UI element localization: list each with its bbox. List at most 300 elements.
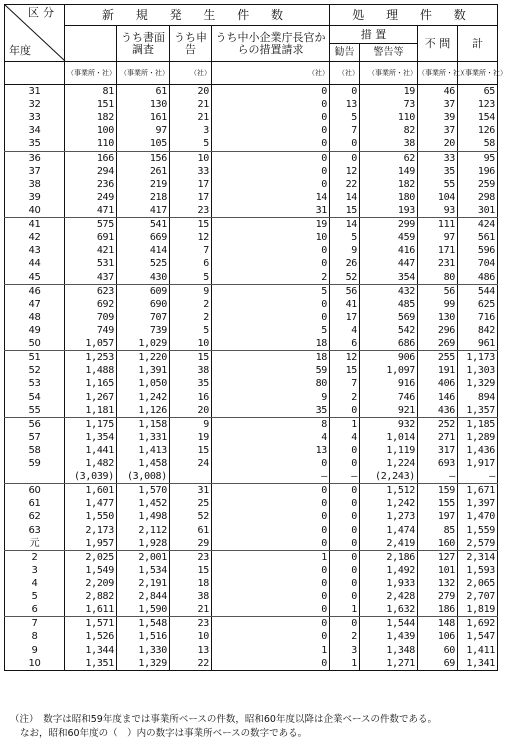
warning-cell: 459 xyxy=(360,231,418,244)
advice-cell: 0 xyxy=(330,484,360,498)
no-action-cell: 406 xyxy=(418,377,458,390)
new-total-cell: 471 xyxy=(65,204,117,218)
no-action-cell: 148 xyxy=(418,617,458,631)
report-cell: 12 xyxy=(170,231,212,244)
unit-cell xyxy=(170,62,212,85)
advice-cell: 5 xyxy=(330,231,360,244)
total-cell: 1,593 xyxy=(458,564,498,577)
year-cell: 元 xyxy=(5,537,65,551)
new-total-cell: 531 xyxy=(65,257,117,270)
sme-request-cell: 0 xyxy=(212,510,330,523)
table-row xyxy=(5,151,498,165)
year-cell: 43 xyxy=(5,244,65,257)
no-action-cell: 37 xyxy=(418,124,458,137)
table-body xyxy=(5,85,498,671)
total-cell: 154 xyxy=(458,111,498,124)
corner-label-category: 区分 xyxy=(28,6,58,19)
warning-cell: 1,512 xyxy=(360,484,418,498)
total-cell: 1,289 xyxy=(458,431,498,444)
table-row xyxy=(5,364,498,377)
advice-cell: 52 xyxy=(330,271,360,285)
report-cell: 52 xyxy=(170,510,212,523)
paper-survey-cell: 690 xyxy=(117,298,170,311)
total-cell: 126 xyxy=(458,124,498,137)
paper-survey-cell: 1,570 xyxy=(117,484,170,498)
header-corner-cell xyxy=(5,5,65,62)
header-warning: 警告等 xyxy=(360,44,418,62)
sme-request-cell: 13 xyxy=(212,444,330,457)
paper-survey-cell: 1,590 xyxy=(117,603,170,617)
advice-cell: 0 xyxy=(330,137,360,151)
new-total-cell: 1,601 xyxy=(65,484,117,498)
no-action-cell: 171 xyxy=(418,244,458,257)
no-action-cell: 271 xyxy=(418,431,458,444)
advice-cell: 14 xyxy=(330,191,360,204)
no-action-cell: 60 xyxy=(418,643,458,656)
warning-cell: 1,933 xyxy=(360,577,418,590)
no-action-cell: 80 xyxy=(418,271,458,285)
report-cell: 15 xyxy=(170,351,212,365)
warning-cell: 1,242 xyxy=(360,497,418,510)
year-cell: 55 xyxy=(5,404,65,418)
header-sme-request: うち中小企業庁長官からの措置請求 xyxy=(212,26,330,62)
no-action-cell: 127 xyxy=(418,550,458,564)
no-action-cell: 155 xyxy=(418,497,458,510)
warning-cell: 746 xyxy=(360,391,418,404)
sme-request-cell: 0 xyxy=(212,244,330,257)
total-cell: 716 xyxy=(458,311,498,324)
new-total-cell: 421 xyxy=(65,244,117,257)
unit-label: （事業所・社） xyxy=(120,69,169,77)
total-cell: 1,692 xyxy=(458,617,498,631)
warning-cell: 1,492 xyxy=(360,564,418,577)
paper-survey-cell: 1,391 xyxy=(117,364,170,377)
year-cell: 10 xyxy=(5,657,65,671)
total-cell: 95 xyxy=(458,151,498,165)
warning-cell: 1,097 xyxy=(360,364,418,377)
paper-survey-cell: 2,844 xyxy=(117,590,170,603)
sme-request-cell: 0 xyxy=(212,577,330,590)
table-row xyxy=(5,590,498,603)
report-cell: 15 xyxy=(170,444,212,457)
year-cell: 34 xyxy=(5,124,65,137)
paper-survey-cell: (3,008) xyxy=(117,470,170,484)
advice-cell: 0 xyxy=(330,617,360,631)
total-cell: 298 xyxy=(458,191,498,204)
advice-cell: 5 xyxy=(330,111,360,124)
new-total-cell: 81 xyxy=(65,85,117,99)
sme-request-cell: 35 xyxy=(212,404,330,418)
year-cell: 54 xyxy=(5,391,65,404)
report-cell xyxy=(170,470,212,484)
sme-request-cell: 59 xyxy=(212,364,330,377)
warning-cell: 542 xyxy=(360,324,418,337)
table-row xyxy=(5,431,498,444)
report-cell: 5 xyxy=(170,271,212,285)
paper-survey-cell: 1,220 xyxy=(117,351,170,365)
total-cell: 894 xyxy=(458,391,498,404)
sme-request-cell: 0 xyxy=(212,98,330,111)
warning-cell: 299 xyxy=(360,218,418,232)
header-blank xyxy=(65,26,117,62)
header-report: うち申告 xyxy=(170,26,212,62)
warning-cell: 149 xyxy=(360,165,418,178)
report-cell: 25 xyxy=(170,497,212,510)
table-row xyxy=(5,351,498,365)
new-total-cell: 1,267 xyxy=(65,391,117,404)
new-total-cell: 294 xyxy=(65,165,117,178)
warning-cell: 485 xyxy=(360,298,418,311)
sme-request-cell: 0 xyxy=(212,457,330,470)
table-row xyxy=(5,165,498,178)
total-cell: 596 xyxy=(458,244,498,257)
report-cell: 7 xyxy=(170,244,212,257)
paper-survey-cell: 61 xyxy=(117,85,170,99)
report-cell: 20 xyxy=(170,404,212,418)
paper-survey-cell: 2,191 xyxy=(117,577,170,590)
unit-cell xyxy=(418,62,468,85)
advice-cell: 26 xyxy=(330,257,360,270)
table-row xyxy=(5,204,498,218)
total-cell: 1,329 xyxy=(458,377,498,390)
no-action-cell: 436 xyxy=(418,404,458,418)
advice-cell: 56 xyxy=(330,284,360,298)
total-cell: 2,314 xyxy=(458,550,498,564)
sme-request-cell: 0 xyxy=(212,617,330,631)
no-action-cell: 317 xyxy=(418,444,458,457)
table-row xyxy=(5,550,498,564)
sme-request-cell: 9 xyxy=(212,391,330,404)
warning-cell: 416 xyxy=(360,244,418,257)
total-cell: 424 xyxy=(458,218,498,232)
no-action-cell: — xyxy=(418,470,458,484)
total-cell: 1,671 xyxy=(458,484,498,498)
new-total-cell: 709 xyxy=(65,311,117,324)
table-row xyxy=(5,497,498,510)
no-action-cell: 37 xyxy=(418,98,458,111)
advice-cell: 41 xyxy=(330,298,360,311)
table-row xyxy=(5,324,498,337)
paper-survey-cell: 1,413 xyxy=(117,444,170,457)
advice-cell: 14 xyxy=(330,218,360,232)
paper-survey-cell: 1,050 xyxy=(117,377,170,390)
paper-survey-cell: 97 xyxy=(117,124,170,137)
advice-cell: 0 xyxy=(330,510,360,523)
footnote-line: なお，昭和60年度の（ ）内の数字は事業所ベースの数字である。 xyxy=(20,728,308,739)
year-cell: 60 xyxy=(5,484,65,498)
warning-cell: 193 xyxy=(360,204,418,218)
new-total-cell: 1,488 xyxy=(65,364,117,377)
unit-label: （事業所・社） xyxy=(368,69,418,77)
total-cell: 961 xyxy=(458,337,498,351)
new-total-cell: 1,957 xyxy=(65,537,117,551)
table-row xyxy=(5,564,498,577)
paper-survey-cell: 739 xyxy=(117,324,170,337)
table-row xyxy=(5,377,498,390)
no-action-cell: 231 xyxy=(418,257,458,270)
table-row xyxy=(5,311,498,324)
table-row xyxy=(5,244,498,257)
advice-cell: 15 xyxy=(330,204,360,218)
sme-request-cell: 2 xyxy=(212,271,330,285)
new-total-cell: 166 xyxy=(65,151,117,165)
new-total-cell: 2,025 xyxy=(65,550,117,564)
sme-request-cell: 80 xyxy=(212,377,330,390)
header-paper-survey: うち書面調査 xyxy=(117,26,170,62)
warning-cell: 2,428 xyxy=(360,590,418,603)
total-cell: 561 xyxy=(458,231,498,244)
advice-cell: 1 xyxy=(330,417,360,431)
paper-survey-cell: 414 xyxy=(117,244,170,257)
advice-cell: 17 xyxy=(330,311,360,324)
header-handled-cases: 処 理 件 数 xyxy=(330,5,498,26)
sme-request-cell: 1 xyxy=(212,550,330,564)
corner-label-year: 年度 xyxy=(9,44,31,57)
report-cell: 35 xyxy=(170,377,212,390)
total-cell: 1,357 xyxy=(458,404,498,418)
no-action-cell: 106 xyxy=(418,630,458,643)
advice-cell: 0 xyxy=(330,404,360,418)
no-action-cell: 186 xyxy=(418,603,458,617)
sme-request-cell: 4 xyxy=(212,431,330,444)
sme-request-cell: 0 xyxy=(212,257,330,270)
warning-cell: 921 xyxy=(360,404,418,418)
advice-cell: 0 xyxy=(330,550,360,564)
report-cell: 5 xyxy=(170,324,212,337)
new-total-cell: 1,611 xyxy=(65,603,117,617)
new-total-cell: 1,344 xyxy=(65,643,117,656)
paper-survey-cell: 1,331 xyxy=(117,431,170,444)
report-cell: 10 xyxy=(170,151,212,165)
paper-survey-cell: 130 xyxy=(117,98,170,111)
table-row xyxy=(5,630,498,643)
report-cell: 17 xyxy=(170,178,212,191)
report-cell: 21 xyxy=(170,98,212,111)
total-cell: 1,547 xyxy=(458,630,498,643)
warning-cell: 1,439 xyxy=(360,630,418,643)
advice-cell: 7 xyxy=(330,377,360,390)
report-cell: 16 xyxy=(170,391,212,404)
unit-cell xyxy=(330,62,360,85)
year-cell: 36 xyxy=(5,151,65,165)
sme-request-cell: — xyxy=(212,470,330,484)
paper-survey-cell: 161 xyxy=(117,111,170,124)
report-cell: 20 xyxy=(170,85,212,99)
year-cell: 51 xyxy=(5,351,65,365)
year-cell: 41 xyxy=(5,218,65,232)
total-cell: 842 xyxy=(458,324,498,337)
table-row xyxy=(5,231,498,244)
sme-request-cell: 0 xyxy=(212,124,330,137)
advice-cell: 0 xyxy=(330,151,360,165)
sme-request-cell: 0 xyxy=(212,630,330,643)
table-row xyxy=(5,404,498,418)
report-cell: 23 xyxy=(170,617,212,631)
advice-cell: 15 xyxy=(330,364,360,377)
advice-cell: 2 xyxy=(330,630,360,643)
report-cell: 61 xyxy=(170,524,212,537)
no-action-cell: 191 xyxy=(418,364,458,377)
total-cell: 1,559 xyxy=(458,524,498,537)
paper-survey-cell: 525 xyxy=(117,257,170,270)
report-cell: 24 xyxy=(170,457,212,470)
sme-request-cell: 18 xyxy=(212,337,330,351)
no-action-cell: 93 xyxy=(418,204,458,218)
no-action-cell: 39 xyxy=(418,111,458,124)
new-total-cell: 236 xyxy=(65,178,117,191)
paper-survey-cell: 2,112 xyxy=(117,524,170,537)
advice-cell: 3 xyxy=(330,643,360,656)
paper-survey-cell: 1,126 xyxy=(117,404,170,418)
warning-cell: 82 xyxy=(360,124,418,137)
no-action-cell: 69 xyxy=(418,657,458,671)
table-row xyxy=(5,484,498,498)
no-action-cell: 693 xyxy=(418,457,458,470)
table-row xyxy=(5,444,498,457)
advice-cell: 0 xyxy=(330,444,360,457)
new-total-cell: 151 xyxy=(65,98,117,111)
year-cell: 3 xyxy=(5,564,65,577)
table-row xyxy=(5,617,498,631)
report-cell: 38 xyxy=(170,590,212,603)
paper-survey-cell: 105 xyxy=(117,137,170,151)
table-row xyxy=(5,191,498,204)
report-cell: 2 xyxy=(170,298,212,311)
paper-survey-cell: 218 xyxy=(117,191,170,204)
new-total-cell: 1,477 xyxy=(65,497,117,510)
warning-cell: 2,186 xyxy=(360,550,418,564)
no-action-cell: 296 xyxy=(418,324,458,337)
warning-cell: 1,014 xyxy=(360,431,418,444)
paper-survey-cell: 1,330 xyxy=(117,643,170,656)
report-cell: 2 xyxy=(170,311,212,324)
total-cell: 1,819 xyxy=(458,603,498,617)
unit-label: （事業所・社） xyxy=(418,69,468,77)
unit-label: （社） xyxy=(338,69,360,77)
total-cell: 196 xyxy=(458,165,498,178)
advice-cell: 1 xyxy=(330,603,360,617)
year-cell: 49 xyxy=(5,324,65,337)
report-cell: 9 xyxy=(170,417,212,431)
warning-cell: 2,419 xyxy=(360,537,418,551)
no-action-cell: 46 xyxy=(418,85,458,99)
footnote xyxy=(10,713,437,741)
total-cell: 301 xyxy=(458,204,498,218)
warning-cell: 354 xyxy=(360,271,418,285)
year-cell: 57 xyxy=(5,431,65,444)
new-total-cell: (3,039) xyxy=(65,470,117,484)
sme-request-cell: 0 xyxy=(212,178,330,191)
table-row xyxy=(5,137,498,151)
no-action-cell: 101 xyxy=(418,564,458,577)
new-total-cell: 1,175 xyxy=(65,417,117,431)
total-cell: 1,917 xyxy=(458,457,498,470)
year-cell: 38 xyxy=(5,178,65,191)
warning-cell: 906 xyxy=(360,351,418,365)
new-total-cell: 1,549 xyxy=(65,564,117,577)
paper-survey-cell: 1,458 xyxy=(117,457,170,470)
report-cell: 13 xyxy=(170,643,212,656)
header-no-action: 不 問 xyxy=(418,26,458,62)
year-cell: 7 xyxy=(5,617,65,631)
no-action-cell: 111 xyxy=(418,218,458,232)
paper-survey-cell: 2,001 xyxy=(117,550,170,564)
advice-cell: 0 xyxy=(330,524,360,537)
table-row xyxy=(5,178,498,191)
sme-request-cell: 0 xyxy=(212,537,330,551)
year-cell: 8 xyxy=(5,630,65,643)
no-action-cell: 197 xyxy=(418,510,458,523)
warning-cell: 62 xyxy=(360,151,418,165)
year-cell: 44 xyxy=(5,257,65,270)
new-total-cell: 2,173 xyxy=(65,524,117,537)
paper-survey-cell: 1,329 xyxy=(117,657,170,671)
new-total-cell: 100 xyxy=(65,124,117,137)
table-row xyxy=(5,111,498,124)
advice-cell: 4 xyxy=(330,431,360,444)
table-row xyxy=(5,524,498,537)
total-cell: 1,411 xyxy=(458,643,498,656)
year-cell xyxy=(5,470,65,484)
advice-cell: 1 xyxy=(330,657,360,671)
sme-request-cell: 0 xyxy=(212,137,330,151)
sme-request-cell: 5 xyxy=(212,284,330,298)
table-row xyxy=(5,85,498,99)
table-row xyxy=(5,391,498,404)
header-new-cases: 新 規 発 生 件 数 xyxy=(65,5,330,26)
year-cell: 62 xyxy=(5,510,65,523)
report-cell: 9 xyxy=(170,284,212,298)
table-row xyxy=(5,457,498,470)
report-cell: 17 xyxy=(170,191,212,204)
warning-cell: 1,632 xyxy=(360,603,418,617)
total-cell: 1,185 xyxy=(458,417,498,431)
new-total-cell: 692 xyxy=(65,298,117,311)
warning-cell: 916 xyxy=(360,377,418,390)
year-cell: 61 xyxy=(5,497,65,510)
report-cell: 31 xyxy=(170,484,212,498)
new-total-cell: 1,482 xyxy=(65,457,117,470)
sme-request-cell: 31 xyxy=(212,204,330,218)
sme-request-cell: 18 xyxy=(212,351,330,365)
new-total-cell: 1,354 xyxy=(65,431,117,444)
paper-survey-cell: 1,516 xyxy=(117,630,170,643)
warning-cell: 182 xyxy=(360,178,418,191)
new-total-cell: 2,882 xyxy=(65,590,117,603)
table-row xyxy=(5,124,498,137)
sme-request-cell: 0 xyxy=(212,311,330,324)
total-cell: 65 xyxy=(458,85,498,99)
sme-request-cell: 8 xyxy=(212,417,330,431)
year-cell: 48 xyxy=(5,311,65,324)
year-cell: 50 xyxy=(5,337,65,351)
no-action-cell: 255 xyxy=(418,351,458,365)
sme-request-cell: 5 xyxy=(212,324,330,337)
total-cell: 486 xyxy=(458,271,498,285)
sme-request-cell: 10 xyxy=(212,231,330,244)
no-action-cell: 35 xyxy=(418,165,458,178)
total-cell: — xyxy=(458,470,498,484)
report-cell: 3 xyxy=(170,124,212,137)
no-action-cell: 279 xyxy=(418,590,458,603)
new-total-cell: 110 xyxy=(65,137,117,151)
advice-cell: 12 xyxy=(330,165,360,178)
year-cell: 52 xyxy=(5,364,65,377)
table-row xyxy=(5,98,498,111)
new-total-cell: 691 xyxy=(65,231,117,244)
table-row xyxy=(5,417,498,431)
total-cell: 1,436 xyxy=(458,444,498,457)
